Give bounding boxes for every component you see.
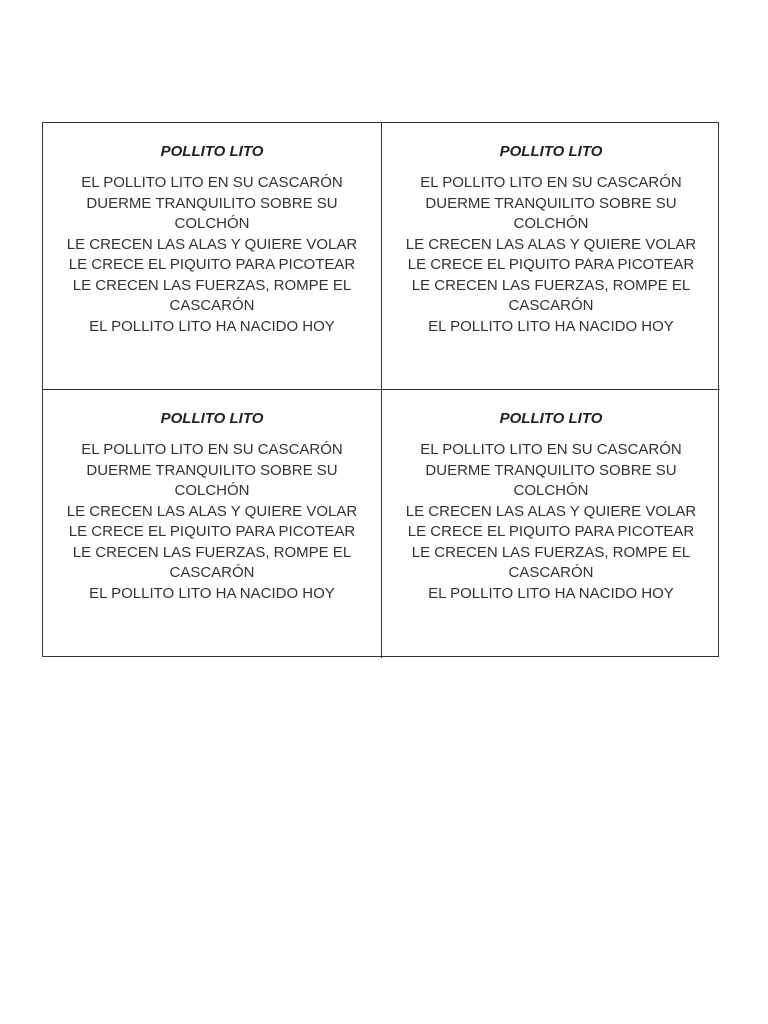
poem-line: LE CRECE EL PIQUITO PARA PICOTEAR <box>407 256 695 273</box>
poem-card <box>382 123 720 390</box>
poem-title: POLLITO LITO <box>160 410 264 427</box>
poem-line: DUERME TRANQUILITO SOBRE SU <box>86 461 338 479</box>
poem-line: LE CRECEN LAS ALAS Y QUIERE VOLAR <box>405 235 697 253</box>
poem-line: CASCARÓN <box>169 297 255 314</box>
poem-line: DUERME TRANQUILITO SOBRE SU <box>425 194 677 212</box>
poem-line: EL POLLITO LITO HA NACIDO HOY <box>428 317 674 335</box>
poem-line: COLCHÓN <box>174 215 250 232</box>
poem-card <box>382 390 720 658</box>
poem-line: DUERME TRANQUILITO SOBRE SU <box>86 194 338 212</box>
poem-line: CASCARÓN <box>508 297 594 314</box>
poem-card-grid <box>42 122 719 657</box>
poem-line: EL POLLITO LITO HA NACIDO HOY <box>89 584 335 602</box>
poem-card <box>43 123 382 390</box>
poem-line: EL POLLITO LITO EN SU CASCARÓN <box>81 441 343 458</box>
poem-line: EL POLLITO LITO EN SU CASCARÓN <box>420 174 682 191</box>
poem-line: LE CRECEN LAS FUERZAS, ROMPE EL <box>72 543 352 561</box>
poem-line: CASCARÓN <box>508 564 594 581</box>
poem-line: LE CRECEN LAS FUERZAS, ROMPE EL <box>72 276 352 294</box>
poem-title: POLLITO LITO <box>160 143 264 160</box>
poem-line: COLCHÓN <box>513 215 589 232</box>
poem-title: POLLITO LITO <box>499 410 603 427</box>
poem-line: COLCHÓN <box>513 482 589 499</box>
poem-line: LE CRECE EL PIQUITO PARA PICOTEAR <box>407 523 695 540</box>
poem-line: DUERME TRANQUILITO SOBRE SU <box>425 461 677 479</box>
poem-line: LE CRECE EL PIQUITO PARA PICOTEAR <box>68 523 356 540</box>
poem-line: LE CRECEN LAS FUERZAS, ROMPE EL <box>411 276 691 294</box>
poem-line: LE CRECEN LAS ALAS Y QUIERE VOLAR <box>405 502 697 520</box>
poem-line: EL POLLITO LITO HA NACIDO HOY <box>89 317 335 335</box>
poem-line: CASCARÓN <box>169 564 255 581</box>
poem-line: LE CRECEN LAS FUERZAS, ROMPE EL <box>411 543 691 561</box>
poem-line: LE CRECEN LAS ALAS Y QUIERE VOLAR <box>66 502 358 520</box>
poem-line: COLCHÓN <box>174 482 250 499</box>
poem-card <box>43 390 382 658</box>
poem-line: EL POLLITO LITO EN SU CASCARÓN <box>81 174 343 191</box>
poem-line: LE CRECEN LAS ALAS Y QUIERE VOLAR <box>66 235 358 253</box>
poem-line: EL POLLITO LITO HA NACIDO HOY <box>428 584 674 602</box>
poem-title: POLLITO LITO <box>499 143 603 160</box>
poem-line: EL POLLITO LITO EN SU CASCARÓN <box>420 441 682 458</box>
poem-line: LE CRECE EL PIQUITO PARA PICOTEAR <box>68 256 356 273</box>
